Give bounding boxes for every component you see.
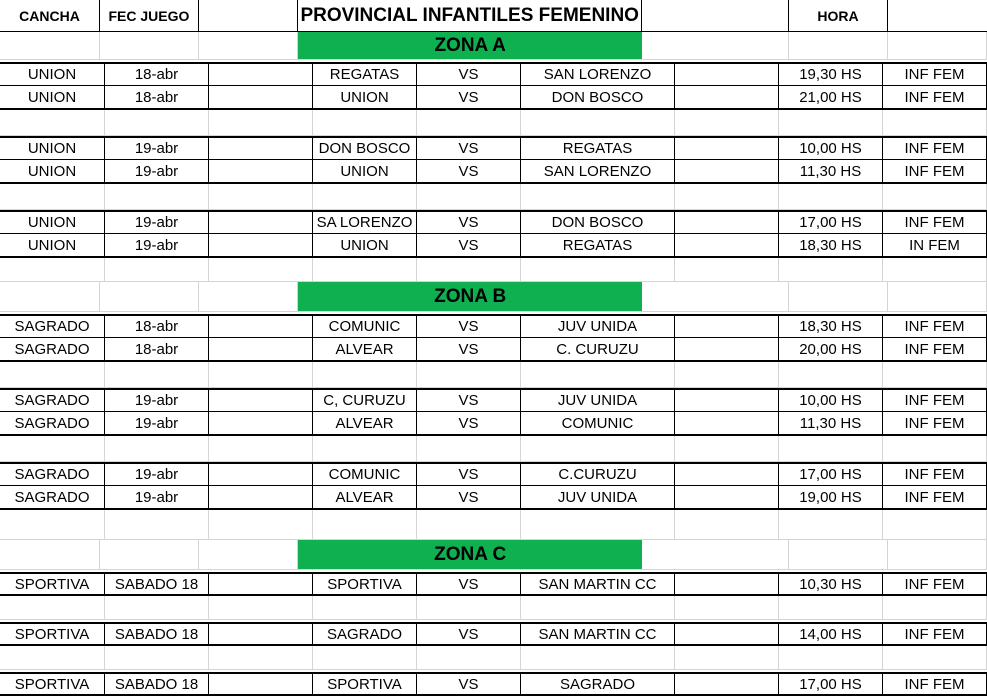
local-team-cell[interactable]: REGATAS — [313, 64, 417, 85]
vs-cell[interactable]: VS — [417, 86, 521, 108]
empty-cell[interactable] — [521, 510, 675, 539]
local-team-cell[interactable]: ALVEAR — [313, 338, 417, 360]
cancha-cell[interactable]: UNION — [0, 234, 105, 256]
fecha-cell[interactable]: 18-abr — [105, 338, 209, 360]
vs-cell[interactable]: VS — [417, 464, 521, 485]
categoria-cell[interactable]: INF FEM — [883, 64, 987, 85]
table-row — [0, 388, 987, 412]
cancha-cell[interactable]: SPORTIVA — [0, 674, 105, 694]
empty-cell[interactable] — [0, 510, 105, 539]
empty-cell[interactable] — [675, 258, 779, 281]
empty-cell[interactable] — [417, 646, 521, 669]
empty-cell[interactable] — [209, 184, 313, 209]
cancha-cell[interactable]: SAGRADO — [0, 464, 105, 485]
empty-cell[interactable] — [100, 32, 199, 59]
table-row — [0, 338, 987, 362]
cancha-cell[interactable]: UNION — [0, 86, 105, 108]
local-team-cell[interactable]: SPORTIVA — [313, 674, 417, 694]
empty-cell[interactable] — [675, 436, 779, 461]
hora-cell[interactable]: 11,30 HS — [779, 160, 883, 182]
local-team-cell[interactable]: SAGRADO — [313, 624, 417, 644]
cancha-cell[interactable]: UNION — [0, 138, 105, 159]
local-team-cell[interactable]: SPORTIVA — [313, 574, 417, 594]
vs-cell[interactable]: VS — [417, 674, 521, 694]
table-row — [0, 672, 987, 696]
hora-cell[interactable]: 18,30 HS — [779, 316, 883, 337]
empty-cell[interactable] — [888, 32, 987, 59]
empty-cell[interactable] — [199, 282, 298, 311]
fecha-cell[interactable]: 19-abr — [105, 138, 209, 159]
visitor-team-cell[interactable]: SAN LORENZO — [521, 64, 675, 85]
table-row — [0, 234, 987, 258]
visitor-team-cell[interactable]: C.CURUZU — [521, 464, 675, 485]
visitor-team-cell[interactable]: REGATAS — [521, 234, 675, 256]
empty-cell[interactable] — [0, 32, 100, 59]
empty-cell[interactable] — [209, 412, 313, 434]
fecha-cell[interactable]: 19-abr — [105, 234, 209, 256]
empty-cell[interactable] — [675, 646, 779, 669]
fecha-cell[interactable]: 19-abr — [105, 412, 209, 434]
categoria-cell[interactable]: INF FEM — [883, 674, 987, 694]
cancha-cell[interactable]: UNION — [0, 64, 105, 85]
empty-cell[interactable] — [0, 110, 105, 135]
empty-cell[interactable] — [675, 86, 779, 108]
zone-title[interactable]: ZONA B — [298, 282, 642, 311]
empty-cell[interactable] — [642, 540, 789, 569]
hora-cell[interactable]: 10,30 HS — [779, 574, 883, 594]
visitor-team-cell[interactable]: SAGRADO — [521, 674, 675, 694]
empty-cell[interactable] — [313, 362, 417, 387]
empty-cell[interactable] — [105, 436, 209, 461]
categoria-cell[interactable]: INF FEM — [883, 138, 987, 159]
visitor-team-cell[interactable]: JUV UNIDA — [521, 316, 675, 337]
empty-cell[interactable] — [209, 212, 313, 233]
fecha-cell[interactable]: 18-abr — [105, 316, 209, 337]
col-header-hora[interactable]: HORA — [789, 0, 888, 31]
empty-cell[interactable] — [675, 110, 779, 135]
empty-cell[interactable] — [675, 138, 779, 159]
table-row — [0, 62, 987, 86]
categoria-cell[interactable]: INF FEM — [883, 390, 987, 411]
blank-row — [0, 110, 987, 136]
empty-cell[interactable] — [209, 574, 313, 594]
vs-cell[interactable]: VS — [417, 234, 521, 256]
categoria-cell[interactable]: IN FEM — [883, 234, 987, 256]
empty-cell[interactable] — [883, 184, 987, 209]
fecha-cell[interactable]: SABADO 18 — [105, 624, 209, 644]
zone-title[interactable]: ZONA C — [298, 540, 642, 569]
fecha-cell[interactable]: 19-abr — [105, 390, 209, 411]
vs-cell[interactable]: VS — [417, 390, 521, 411]
cancha-cell[interactable]: UNION — [0, 212, 105, 233]
empty-cell[interactable] — [779, 510, 883, 539]
categoria-cell[interactable]: INF FEM — [883, 574, 987, 594]
empty-cell[interactable] — [789, 282, 888, 311]
empty-cell[interactable] — [642, 0, 789, 31]
local-team-cell[interactable]: COMUNIC — [313, 316, 417, 337]
cancha-cell[interactable]: SAGRADO — [0, 316, 105, 337]
empty-cell[interactable] — [779, 184, 883, 209]
empty-cell[interactable] — [209, 258, 313, 281]
hora-cell[interactable]: 17,00 HS — [779, 674, 883, 694]
empty-cell[interactable] — [105, 510, 209, 539]
blank-row — [0, 510, 987, 540]
empty-cell[interactable] — [313, 646, 417, 669]
empty-cell[interactable] — [313, 596, 417, 619]
empty-cell[interactable] — [199, 0, 298, 31]
empty-cell[interactable] — [417, 362, 521, 387]
local-team-cell[interactable]: SA LORENZO — [313, 212, 417, 233]
table-row — [0, 572, 987, 596]
empty-cell[interactable] — [675, 510, 779, 539]
empty-cell[interactable] — [883, 646, 987, 669]
empty-cell[interactable] — [209, 234, 313, 256]
header-row — [0, 0, 987, 32]
table-row — [0, 462, 987, 486]
categoria-cell[interactable]: INF FEM — [883, 412, 987, 434]
visitor-team-cell[interactable]: JUV UNIDA — [521, 390, 675, 411]
empty-cell[interactable] — [209, 596, 313, 619]
fecha-cell[interactable]: 19-abr — [105, 212, 209, 233]
hora-cell[interactable]: 18,30 HS — [779, 234, 883, 256]
empty-cell[interactable] — [100, 282, 199, 311]
cancha-cell[interactable]: SAGRADO — [0, 338, 105, 360]
empty-cell[interactable] — [209, 316, 313, 337]
empty-cell[interactable] — [675, 574, 779, 594]
empty-cell[interactable] — [779, 596, 883, 619]
hora-cell[interactable]: 17,00 HS — [779, 464, 883, 485]
empty-cell[interactable] — [313, 110, 417, 135]
vs-cell[interactable]: VS — [417, 212, 521, 233]
empty-cell[interactable] — [0, 596, 105, 619]
blank-row — [0, 646, 987, 670]
empty-cell[interactable] — [417, 436, 521, 461]
empty-cell[interactable] — [642, 32, 789, 59]
empty-cell[interactable] — [313, 436, 417, 461]
empty-cell[interactable] — [883, 258, 987, 281]
empty-cell[interactable] — [0, 282, 100, 311]
local-team-cell[interactable]: COMUNIC — [313, 464, 417, 485]
empty-cell[interactable] — [675, 234, 779, 256]
empty-cell[interactable] — [789, 540, 888, 569]
fecha-cell[interactable]: 18-abr — [105, 86, 209, 108]
blank-row — [0, 436, 987, 462]
empty-cell[interactable] — [313, 510, 417, 539]
empty-cell[interactable] — [675, 64, 779, 85]
vs-cell[interactable]: VS — [417, 338, 521, 360]
categoria-cell[interactable]: INF FEM — [883, 624, 987, 644]
empty-cell[interactable] — [0, 258, 105, 281]
table-row — [0, 160, 987, 184]
empty-cell[interactable] — [209, 362, 313, 387]
empty-cell[interactable] — [521, 184, 675, 209]
hora-cell[interactable]: 11,30 HS — [779, 412, 883, 434]
table-row — [0, 622, 987, 646]
empty-cell[interactable] — [199, 540, 298, 569]
empty-cell[interactable] — [883, 436, 987, 461]
empty-cell[interactable] — [0, 184, 105, 209]
empty-cell[interactable] — [209, 486, 313, 508]
empty-cell[interactable] — [521, 362, 675, 387]
visitor-team-cell[interactable]: REGATAS — [521, 138, 675, 159]
empty-cell[interactable] — [779, 436, 883, 461]
categoria-cell[interactable]: INF FEM — [883, 486, 987, 508]
empty-cell[interactable] — [0, 362, 105, 387]
hora-cell[interactable]: 10,00 HS — [779, 390, 883, 411]
visitor-team-cell[interactable]: SAN MARTIN CC — [521, 624, 675, 644]
vs-cell[interactable]: VS — [417, 64, 521, 85]
table-row — [0, 486, 987, 510]
empty-cell[interactable] — [417, 258, 521, 281]
local-team-cell[interactable]: ALVEAR — [313, 486, 417, 508]
empty-cell[interactable] — [779, 646, 883, 669]
local-team-cell[interactable]: UNION — [313, 86, 417, 108]
empty-cell[interactable] — [675, 338, 779, 360]
vs-cell[interactable]: VS — [417, 412, 521, 434]
empty-cell[interactable] — [675, 486, 779, 508]
cancha-cell[interactable]: SAGRADO — [0, 390, 105, 411]
empty-cell[interactable] — [417, 110, 521, 135]
zone-band-c — [0, 540, 987, 570]
empty-cell[interactable] — [675, 160, 779, 182]
table-row — [0, 314, 987, 338]
empty-cell[interactable] — [105, 110, 209, 135]
categoria-cell[interactable]: INF FEM — [883, 338, 987, 360]
empty-cell[interactable] — [521, 258, 675, 281]
blank-row — [0, 596, 987, 620]
empty-cell[interactable] — [521, 646, 675, 669]
empty-cell[interactable] — [883, 110, 987, 135]
empty-cell[interactable] — [209, 390, 313, 411]
empty-cell[interactable] — [199, 32, 298, 59]
empty-cell[interactable] — [105, 596, 209, 619]
empty-cell[interactable] — [675, 674, 779, 694]
empty-cell[interactable] — [675, 412, 779, 434]
cancha-cell[interactable]: SAGRADO — [0, 412, 105, 434]
visitor-team-cell[interactable]: DON BOSCO — [521, 212, 675, 233]
empty-cell[interactable] — [883, 596, 987, 619]
empty-cell[interactable] — [521, 110, 675, 135]
empty-cell[interactable] — [0, 646, 105, 669]
empty-cell[interactable] — [209, 338, 313, 360]
empty-cell[interactable] — [779, 110, 883, 135]
empty-cell[interactable] — [675, 184, 779, 209]
zone-band-b — [0, 282, 987, 312]
categoria-cell[interactable]: INF FEM — [883, 464, 987, 485]
hora-cell[interactable]: 17,00 HS — [779, 212, 883, 233]
empty-cell[interactable] — [417, 510, 521, 539]
empty-cell[interactable] — [888, 540, 987, 569]
empty-cell[interactable] — [209, 86, 313, 108]
visitor-team-cell[interactable]: DON BOSCO — [521, 86, 675, 108]
fecha-cell[interactable]: 19-abr — [105, 464, 209, 485]
vs-cell[interactable]: VS — [417, 316, 521, 337]
vs-cell[interactable]: VS — [417, 574, 521, 594]
empty-cell[interactable] — [209, 110, 313, 135]
empty-cell[interactable] — [209, 646, 313, 669]
empty-cell[interactable] — [417, 596, 521, 619]
visitor-team-cell[interactable]: SAN LORENZO — [521, 160, 675, 182]
table-row — [0, 136, 987, 160]
fecha-cell[interactable]: SABADO 18 — [105, 674, 209, 694]
cancha-cell[interactable]: UNION — [0, 160, 105, 182]
empty-cell[interactable] — [209, 674, 313, 694]
empty-cell[interactable] — [209, 160, 313, 182]
vs-cell[interactable]: VS — [417, 486, 521, 508]
empty-cell[interactable] — [883, 510, 987, 539]
empty-cell[interactable] — [105, 646, 209, 669]
cancha-cell[interactable]: SPORTIVA — [0, 574, 105, 594]
vs-cell[interactable]: VS — [417, 624, 521, 644]
empty-cell[interactable] — [209, 510, 313, 539]
empty-cell[interactable] — [779, 258, 883, 281]
col-header-cancha[interactable]: CANCHA — [0, 0, 100, 31]
empty-cell[interactable] — [313, 184, 417, 209]
visitor-team-cell[interactable]: COMUNIC — [521, 412, 675, 434]
hora-cell[interactable]: 19,00 HS — [779, 486, 883, 508]
cancha-cell[interactable]: SAGRADO — [0, 486, 105, 508]
empty-cell[interactable] — [675, 390, 779, 411]
visitor-team-cell[interactable]: C. CURUZU — [521, 338, 675, 360]
empty-cell[interactable] — [888, 0, 987, 31]
empty-cell[interactable] — [313, 258, 417, 281]
hora-cell[interactable]: 10,00 HS — [779, 138, 883, 159]
zone-band-a — [0, 32, 987, 60]
empty-cell[interactable] — [521, 436, 675, 461]
categoria-cell[interactable]: INF FEM — [883, 316, 987, 337]
empty-cell[interactable] — [0, 540, 100, 569]
empty-cell[interactable] — [675, 212, 779, 233]
local-team-cell[interactable]: C, CURUZU — [313, 390, 417, 411]
empty-cell[interactable] — [417, 184, 521, 209]
empty-cell[interactable] — [209, 138, 313, 159]
table-row — [0, 412, 987, 436]
local-team-cell[interactable]: UNION — [313, 234, 417, 256]
table-row — [0, 86, 987, 110]
fecha-cell[interactable]: 18-abr — [105, 64, 209, 85]
empty-cell[interactable] — [209, 436, 313, 461]
visitor-team-cell[interactable]: SAN MARTIN CC — [521, 574, 675, 594]
hora-cell[interactable]: 20,00 HS — [779, 338, 883, 360]
fecha-cell[interactable]: 19-abr — [105, 160, 209, 182]
empty-cell[interactable] — [209, 464, 313, 485]
vs-cell[interactable]: VS — [417, 138, 521, 159]
empty-cell[interactable] — [675, 596, 779, 619]
fecha-cell[interactable]: SABADO 18 — [105, 574, 209, 594]
zone-title[interactable]: ZONA A — [298, 32, 642, 59]
empty-cell[interactable] — [642, 282, 789, 311]
empty-cell[interactable] — [105, 184, 209, 209]
empty-cell[interactable] — [209, 64, 313, 85]
sheet-title[interactable]: PROVINCIAL INFANTILES FEMENINO — [298, 0, 643, 31]
local-team-cell[interactable]: DON BOSCO — [313, 138, 417, 159]
fecha-cell[interactable]: 19-abr — [105, 486, 209, 508]
blank-row — [0, 184, 987, 210]
hora-cell[interactable]: 19,30 HS — [779, 64, 883, 85]
empty-cell[interactable] — [675, 362, 779, 387]
hora-cell[interactable]: 14,00 HS — [779, 624, 883, 644]
empty-cell[interactable] — [100, 540, 199, 569]
categoria-cell[interactable]: INF FEM — [883, 212, 987, 233]
empty-cell[interactable] — [888, 282, 987, 311]
local-team-cell[interactable]: UNION — [313, 160, 417, 182]
empty-cell[interactable] — [789, 32, 888, 59]
empty-cell[interactable] — [675, 464, 779, 485]
empty-cell[interactable] — [105, 362, 209, 387]
cancha-cell[interactable]: SPORTIVA — [0, 624, 105, 644]
empty-cell[interactable] — [105, 258, 209, 281]
empty-cell[interactable] — [209, 624, 313, 644]
hora-cell[interactable]: 21,00 HS — [779, 86, 883, 108]
visitor-team-cell[interactable]: JUV UNIDA — [521, 486, 675, 508]
empty-cell[interactable] — [0, 436, 105, 461]
empty-cell[interactable] — [779, 362, 883, 387]
vs-cell[interactable]: VS — [417, 160, 521, 182]
categoria-cell[interactable]: INF FEM — [883, 160, 987, 182]
table-row — [0, 210, 987, 234]
local-team-cell[interactable]: ALVEAR — [313, 412, 417, 434]
blank-row — [0, 258, 987, 282]
empty-cell[interactable] — [521, 596, 675, 619]
categoria-cell[interactable]: INF FEM — [883, 86, 987, 108]
empty-cell[interactable] — [675, 316, 779, 337]
empty-cell[interactable] — [675, 624, 779, 644]
col-header-fecha[interactable]: FEC JUEGO — [100, 0, 199, 31]
blank-row — [0, 362, 987, 388]
empty-cell[interactable] — [883, 362, 987, 387]
